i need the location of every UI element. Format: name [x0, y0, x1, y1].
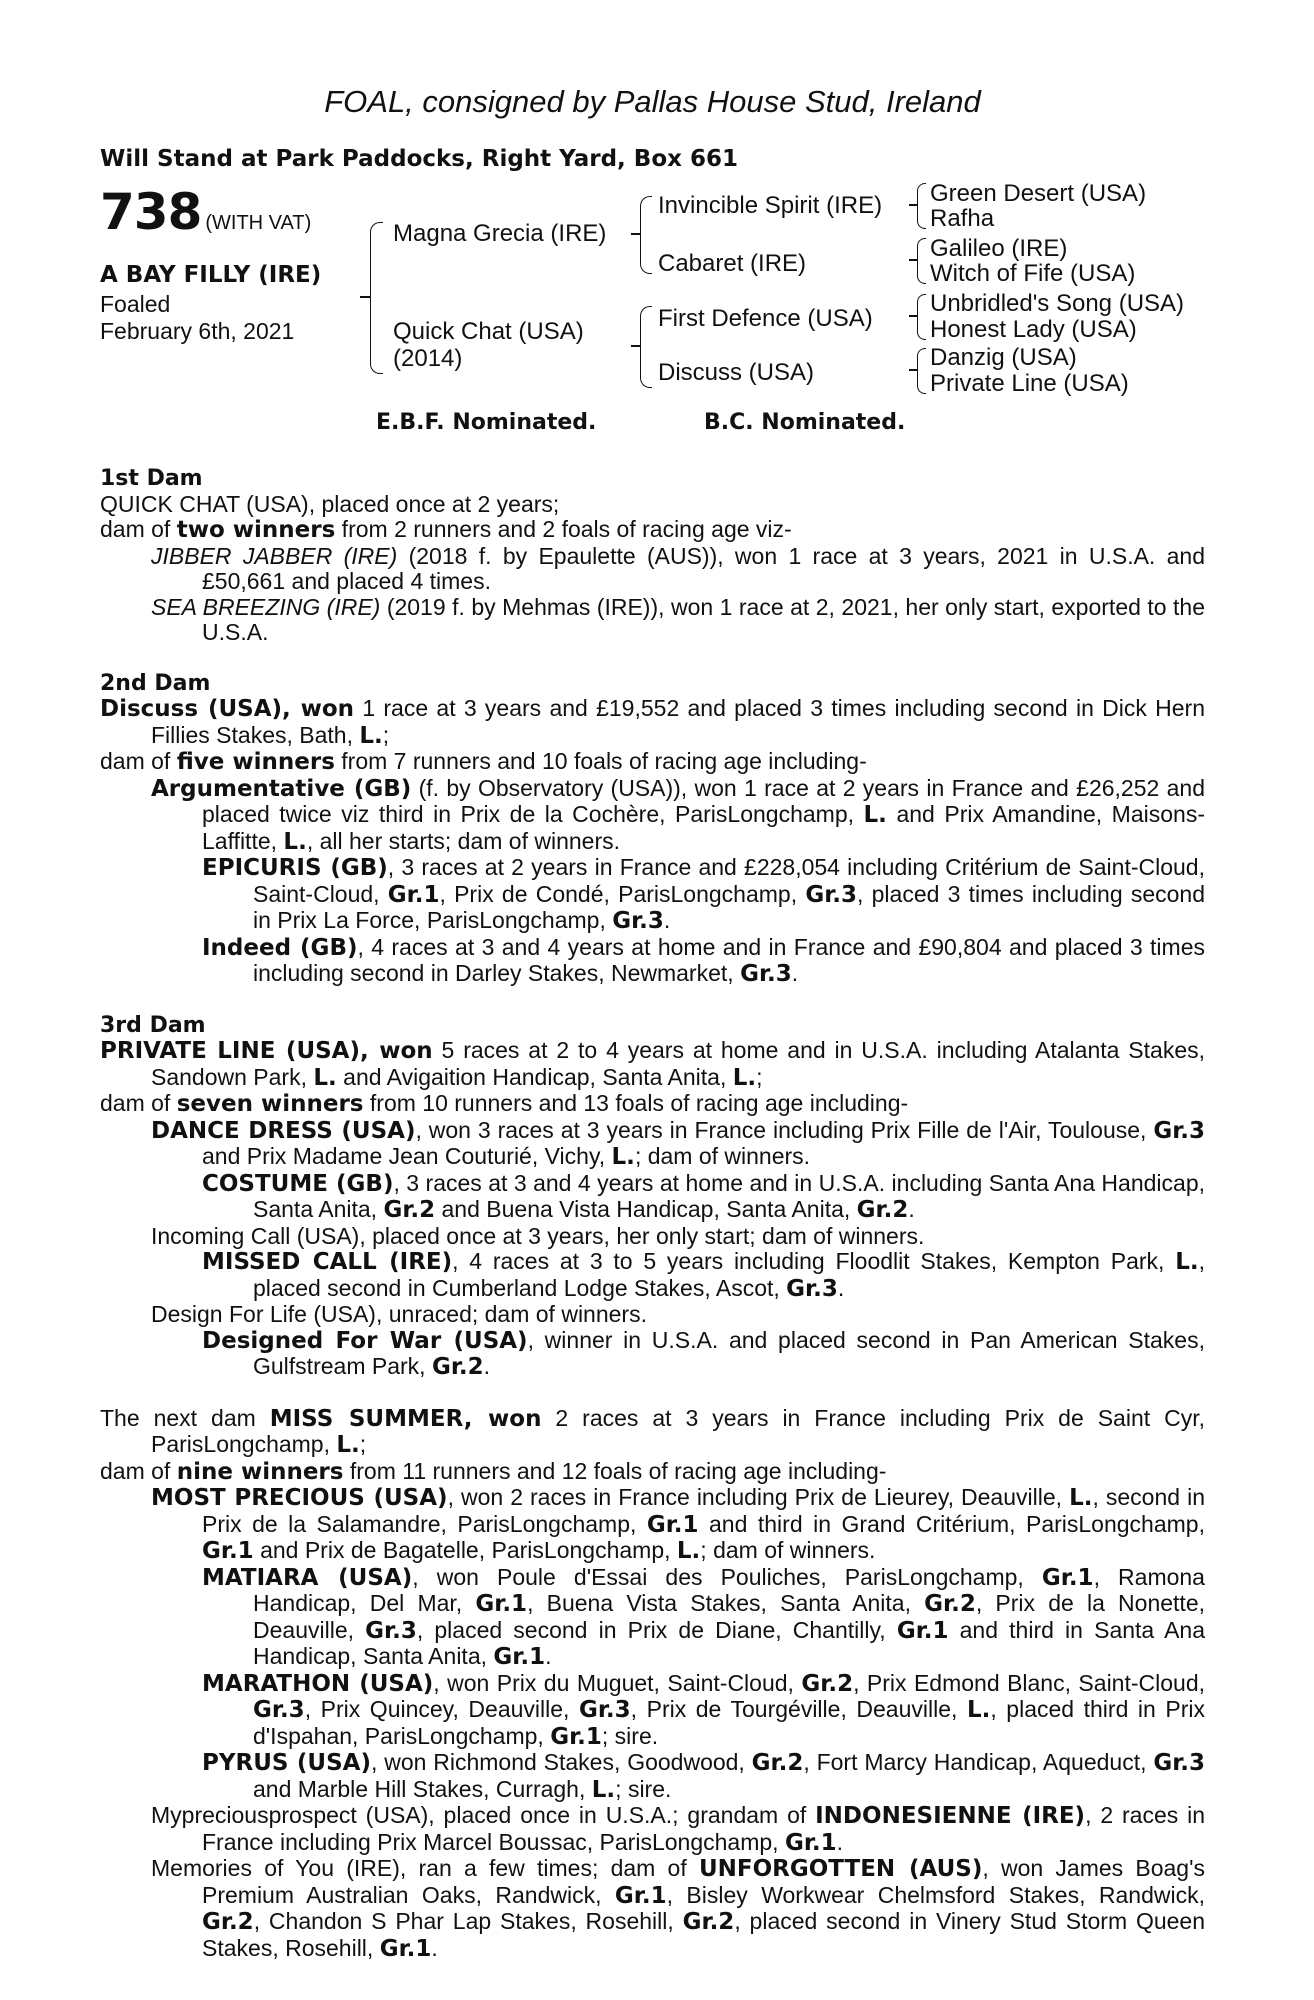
pedigree-sire: Magna Grecia (IRE): [393, 220, 607, 247]
offspring-entry: Incoming Call (USA), placed once at 3 years, her only start; dam of winners.: [151, 1222, 925, 1249]
offspring-entry: MATIARA (USA), won Poule d'Essai des Pouliches, ParisLongchamp, Gr.1, Ramona Handicap, Del Mar, Gr.1, Buena Vista Stakes, Santa Anita, Gr.2, Prix de la Nonette, Deauville, Gr.3, placed second in Prix de Diane, Chantilly, Gr.1 and third in Santa Ana Handicap, Santa Anita, Gr.1.: [202, 1563, 1206, 1670]
pedigree-brace-gg3: [917, 294, 926, 340]
pedigree-sire-sire: Invincible Spirit (IRE): [658, 192, 883, 219]
offspring-entry: Mypreciousprospect (USA), placed once in U.S.A.; grandam of INDONESIENNE (IRE), 2 races in France including Prix Marcel Boussac, ParisLongchamp, Gr.1.: [151, 1802, 1206, 1856]
pedigree-brace-gg4: [917, 348, 926, 394]
pedigree-brace-dam: [640, 306, 652, 388]
foaled-info: [100, 291, 294, 345]
brace-tip: [360, 296, 370, 298]
pedigree-brace-gg2: [917, 238, 926, 284]
second-dam-produce: dam of five winners from 7 runners and 10 foals of racing age including-: [100, 748, 867, 775]
pedigree-dam-year: (2014): [393, 345, 463, 372]
first-dam-produce: dam of two winners from 2 runners and 2 foals of racing age viz-: [100, 516, 792, 543]
second-dam-heading: 2nd Dam: [100, 670, 211, 696]
offspring-entry: COSTUME (GB), 3 races at 3 and 4 years at home and in U.S.A. including Santa Ana Handicap, Santa Anita, Gr.2 and Buena Vista Handicap, Santa Anita, Gr.2.: [202, 1169, 1205, 1223]
brace-tip: [631, 345, 641, 347]
pedigree-brace-gg1: [917, 183, 926, 229]
pedigree-dam-name: Quick Chat (USA): [393, 318, 584, 345]
offspring-entry: DANCE DRESS (USA), won 3 races at 3 years in France including Prix Fille de l'Air, Toulouse, Gr.3 and Prix Madame Jean Couturié, Vichy, L.; dam of winners.: [151, 1116, 1206, 1170]
brace-tip: [909, 315, 917, 317]
offspring-entry: Indeed (GB), 4 races at 3 and 4 years at home and in France and £90,804 and placed 3 times including second in Darley Stakes, Newmarket, Gr.3.: [202, 933, 1205, 987]
pedigree-ssd: Rafha: [930, 205, 995, 232]
ebf-nomination: E.B.F. Nominated.: [376, 410, 597, 435]
pedigree-brace-main: [370, 222, 383, 374]
offspring-entry: MOST PRECIOUS (USA), won 2 races in France including Prix de Lieurey, Deauville, L., second in Prix de la Salamandre, ParisLongchamp, Gr.1 and third in Grand Critérium, ParisLongchamp, Gr.1 and Prix de Bagatelle, ParisLongchamp, L.; dam of winners.: [151, 1484, 1205, 1564]
brace-tip: [909, 259, 917, 261]
offspring-entry: EPICURIS (GB), 3 races at 2 years in France and £228,054 including Critérium de Saint-Cloud, Saint-Cloud, Gr.1, Prix de Condé, ParisLongchamp, Gr.3, placed 3 times including second in Prix La Force, ParisLongchamp, Gr.3.: [202, 854, 1205, 934]
brace-tip: [909, 204, 917, 206]
pedigree-dam-dam: Discuss (USA): [658, 359, 815, 386]
horse-description: A BAY FILLY (IRE): [100, 262, 322, 288]
pedigree-dss: Unbridled's Song (USA): [930, 290, 1185, 317]
first-dam-heading: 1st Dam: [100, 466, 203, 491]
pedigree-dam-sire: First Defence (USA): [658, 305, 873, 332]
third-dam-line: PRIVATE LINE (USA), won 5 races at 2 to 4 years at home and in U.S.A. including Atalanta Stakes, Sandown Park, L. and Avigaition Handicap, Santa Anita, L.;: [100, 1037, 1206, 1091]
third-dam-produce: dam of seven winners from 10 runners and 13 foals of racing age including-: [100, 1090, 909, 1117]
stabling-location: Will Stand at Park Paddocks, Right Yard, Box 661: [100, 146, 738, 172]
offspring-entry: Memories of You (IRE), ran a few times; dam of UNFORGOTTEN (AUS), won James Boag's Premium Australian Oaks, Randwick, Gr.1, Bisley Workwear Chelmsford Stakes, Randwick, Gr.2, Chandon S Phar Lap Stakes, Rosehill, Gr.2, placed second in Vinery Stud Storm Queen Stakes, Rosehill, Gr.1.: [151, 1855, 1206, 1962]
brace-tip: [631, 233, 641, 235]
offspring-entry: MISSED CALL (IRE), 4 races at 3 to 5 years including Floodlit Stakes, Kempton Park, L., placed second in Cumberland Lodge Stakes, Ascot, Gr.3.: [202, 1248, 1205, 1302]
next-dam-line: The next dam MISS SUMMER, won 2 races at 3 years in France including Prix de Saint Cyr, ParisLongchamp, L.;: [100, 1404, 1205, 1458]
pedigree-dds: Danzig (USA): [930, 344, 1077, 371]
catalogue-page: [100, 0, 1205, 2000]
pedigree-sire-dam: Cabaret (IRE): [658, 250, 807, 277]
offspring-entry: SEA BREEZING (IRE) (2019 f. by Mehmas (IRE)), won 1 race at 2, 2021, her only start, exported to the U.S.A.: [151, 593, 1205, 645]
pedigree-ddd: Private Line (USA): [930, 370, 1129, 397]
page-title: FOAL, consigned by Pallas House Stud, Ireland: [324, 84, 981, 119]
second-dam-line: Discuss (USA), won 1 race at 3 years and £19,552 and placed 3 times including second in Dick Hern Fillies Stakes, Bath, L.;: [100, 695, 1205, 749]
pedigree-sss: Green Desert (USA): [930, 180, 1147, 207]
bc-nomination: B.C. Nominated.: [704, 410, 906, 435]
offspring-entry: PYRUS (USA), won Richmond Stakes, Goodwood, Gr.2, Fort Marcy Handicap, Aqueduct, Gr.3 and Marble Hill Stakes, Curragh, L.; sire.: [202, 1749, 1206, 1803]
third-dam-heading: 3rd Dam: [100, 1012, 206, 1038]
foaled-date: February 6th, 2021: [100, 318, 295, 344]
lot-number-block: [100, 183, 311, 241]
pedigree-sds: Galileo (IRE): [930, 235, 1068, 262]
pedigree-notes: [100, 466, 1205, 1962]
brace-tip: [909, 369, 917, 371]
pedigree-brace-sire: [640, 196, 652, 274]
offspring-entry: JIBBER JABBER (IRE) (2018 f. by Epaulette (AUS)), won 1 race at 3 years, 2021 in U.S.A. and £50,661 and placed 4 times.: [151, 542, 1205, 594]
vat-note: (WITH VAT): [205, 212, 312, 234]
next-dam-produce: dam of nine winners from 11 runners and 12 foals of racing age including-: [100, 1457, 887, 1485]
pedigree-sdd: Witch of Fife (USA): [930, 260, 1136, 287]
offspring-entry: MARATHON (USA), won Prix du Muguet, Saint-Cloud, Gr.2, Prix Edmond Blanc, Saint-Cloud, Gr.3, Prix Quincey, Deauville, Gr.3, Prix de Tourgéville, Deauville, L., placed third in Prix d'Ispahan, ParisLongchamp, Gr.1; sire.: [202, 1669, 1206, 1750]
first-dam-line: QUICK CHAT (USA), placed once at 2 years;: [100, 490, 560, 517]
offspring-entry: Designed For War (USA), winner in U.S.A. and placed second in Pan American Stakes, Gulfstream Park, Gr.2.: [202, 1326, 1205, 1380]
foaled-label: Foaled: [100, 291, 171, 317]
lot-number: 738: [100, 183, 202, 241]
offspring-entry: Design For Life (USA), unraced; dam of winners.: [151, 1301, 647, 1327]
pedigree-dam: [393, 318, 584, 372]
offspring-entry: Argumentative (GB) (f. by Observatory (USA)), won 1 race at 2 years in France and £26,252 and placed twice viz third in Prix de la Cochère, ParisLongchamp, L. and Prix Amandine, Maisons-Laffitte, L., all her starts; dam of winners.: [151, 774, 1205, 855]
pedigree-dsd: Honest Lady (USA): [930, 316, 1137, 343]
